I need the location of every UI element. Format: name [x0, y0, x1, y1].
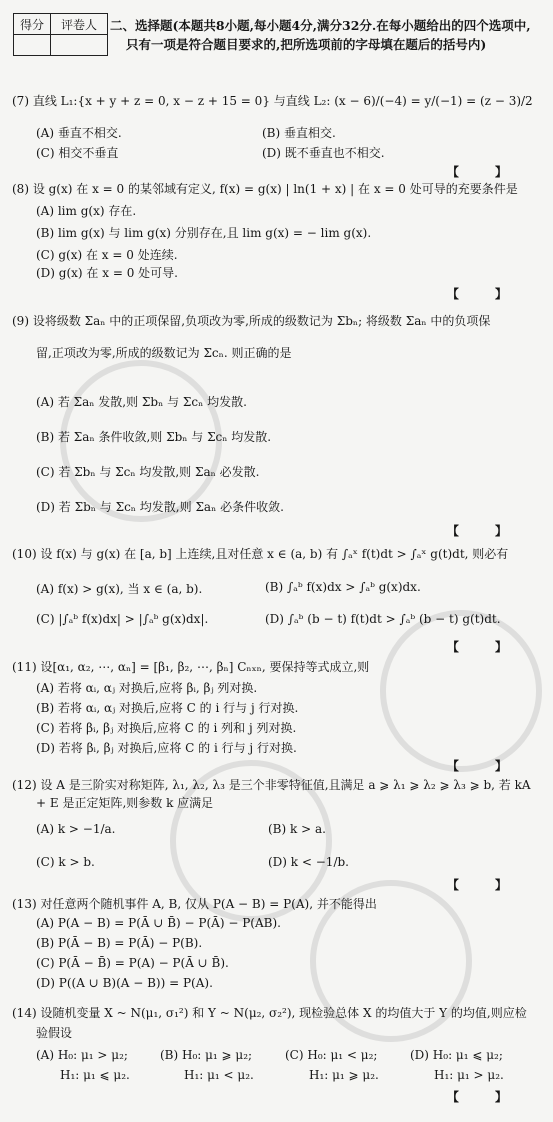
answer-bracket[interactable]: 【 】 [446, 878, 523, 892]
answer-bracket[interactable]: 【 】 [446, 287, 523, 301]
q9-option-a[interactable]: (A) 若 Σaₙ 发散,则 Σbₙ 与 Σcₙ 均发散. [36, 395, 247, 409]
answer-bracket[interactable]: 【 】 [446, 759, 523, 773]
q12-option-b[interactable]: (B) k > a. [268, 822, 326, 836]
q14-option-c-h1: H₁: μ₁ ⩾ μ₂. [309, 1068, 379, 1082]
q14-option-a-h1: H₁: μ₁ ⩽ μ₂. [60, 1068, 130, 1082]
q8-option-d[interactable]: (D) g(x) 在 x = 0 处可导. [36, 266, 178, 280]
q8-option-b[interactable]: (B) lim g(x) 与 lim g(x) 分别存在,且 lim g(x) = − lim g(x). [36, 226, 372, 240]
answer-bracket[interactable]: 【 】 [446, 640, 523, 654]
question-12-line2: + E 是正定矩阵,则参数 k 应满足 [36, 796, 214, 810]
q12-option-d[interactable]: (D) k < −1/b. [268, 855, 349, 869]
q14-option-b[interactable]: (B) H₀: μ₁ ⩾ μ₂; [160, 1048, 253, 1062]
q14-option-b-h1: H₁: μ₁ < μ₂. [184, 1068, 254, 1082]
answer-bracket[interactable]: 【 】 [446, 1090, 523, 1104]
q11-option-a[interactable]: (A) 若将 αᵢ, αⱼ 对换后,应将 βᵢ, βⱼ 列对换. [36, 681, 258, 695]
question-12: (12) 设 A 是三阶实对称矩阵, λ₁, λ₂, λ₃ 是三个非零特征值,且满足 a ⩾ λ₁ ⩾ λ₂ ⩾ λ₃ ⩾ b, 若 kA [12, 778, 531, 792]
q7-option-d[interactable]: (D) 既不垂直也不相交. [262, 146, 385, 160]
q14-option-c[interactable]: (C) H₀: μ₁ < μ₂; [285, 1048, 378, 1062]
q9-option-c[interactable]: (C) 若 Σbₙ 与 Σcₙ 均发散,则 Σaₙ 必发散. [36, 465, 260, 479]
q12-option-a[interactable]: (A) k > −1/a. [36, 822, 116, 836]
q14-option-a[interactable]: (A) H₀: μ₁ > μ₂; [36, 1048, 128, 1062]
question-13: (13) 对任意两个随机事件 A, B, 仅从 P(A − B) = P(A), 并不能得出 [12, 897, 377, 911]
q13-option-d[interactable]: (D) P((A ∪ B)(A − B)) = P(A). [36, 976, 213, 990]
q11-option-b[interactable]: (B) 若将 αᵢ, αⱼ 对换后,应将 C 的 i 行与 j 行对换. [36, 701, 299, 715]
q13-option-a[interactable]: (A) P(A − B) = P(Ā ∪ B̄) − P(Ā) − P(AB). [36, 916, 281, 930]
q10-option-a[interactable]: (A) f(x) > g(x), 当 x ∈ (a, b). [36, 582, 203, 596]
q11-option-d[interactable]: (D) 若将 βᵢ, βⱼ 对换后,应将 C 的 i 行与 j 行对换. [36, 741, 297, 755]
q9-option-b[interactable]: (B) 若 Σaₙ 条件收敛,则 Σbₙ 与 Σcₙ 均发散. [36, 430, 272, 444]
q7-option-b[interactable]: (B) 垂直相交. [262, 126, 336, 140]
question-14: (14) 设随机变量 X ~ N(μ₁, σ₁²) 和 Y ~ N(μ₂, σ₂²), 现检验总体 X 的均值大于 Y 的均值,则应检 [12, 1006, 527, 1020]
q14-option-d-h1: H₁: μ₁ > μ₂. [434, 1068, 504, 1082]
q10-option-c[interactable]: (C) |∫ₐᵇ f(x)dx| > |∫ₐᵇ g(x)dx|. [36, 612, 209, 626]
question-8: (8) 设 g(x) 在 x = 0 的某邻域有定义, f(x) = g(x) | ln(1 + x) | 在 x = 0 处可导的充要条件是 [12, 182, 518, 196]
q12-option-c[interactable]: (C) k > b. [36, 855, 95, 869]
q13-option-c[interactable]: (C) P(Ā − B̄) = P(A) − P(Ā ∪ B̄). [36, 956, 229, 970]
score-label: 得分 [14, 14, 51, 35]
grader-label: 评卷人 [51, 14, 108, 35]
question-10: (10) 设 f(x) 与 g(x) 在 [a, b] 上连续,且对任意 x ∈ (a, b) 有 ∫ₐˣ f(t)dt > ∫ₐˣ g(t)dt, 则必有 [12, 547, 509, 561]
q7-option-c[interactable]: (C) 相交不垂直 [36, 146, 119, 160]
q10-option-b[interactable]: (B) ∫ₐᵇ f(x)dx > ∫ₐᵇ g(x)dx. [265, 580, 421, 594]
question-14-line2: 验假设 [36, 1026, 73, 1040]
question-9-line2: 留,正项改为零,所成的级数记为 Σcₙ. 则正确的是 [36, 346, 292, 360]
question-11: (11) 设[α₁, α₂, ⋯, αₙ] = [β₁, β₂, ⋯, βₙ] Cₙₓₙ, 要保持等式成立,则 [12, 660, 370, 674]
q11-option-c[interactable]: (C) 若将 βᵢ, βⱼ 对换后,应将 C 的 i 列和 j 列对换. [36, 721, 297, 735]
section-title: 二、选择题(本题共8小题,每小题4分,满分32分.在每小题给出的四个选项中, 只有一项是符合题目要求的,把所选项前的字母填在题后的括号内) [110, 18, 531, 52]
q8-option-c[interactable]: (C) g(x) 在 x = 0 处连续. [36, 248, 178, 262]
q8-option-a[interactable]: (A) lim g(x) 存在. [36, 204, 137, 218]
question-7: (7) 直线 L₁:{x + y + z = 0, x − z + 15 = 0} 与直线 L₂: (x − 6)/(−4) = y/(−1) = (z − 3)/2 [12, 94, 533, 108]
q10-option-d[interactable]: (D) ∫ₐᵇ (b − t) f(t)dt > ∫ₐᵇ (b − t) g(t)dt. [265, 612, 501, 626]
q9-option-d[interactable]: (D) 若 Σbₙ 与 Σcₙ 均发散,则 Σaₙ 必条件收敛. [36, 500, 284, 514]
q7-option-a[interactable]: (A) 垂直不相交. [36, 126, 122, 140]
score-box [13, 13, 108, 56]
q14-option-d[interactable]: (D) H₀: μ₁ ⩽ μ₂; [410, 1048, 503, 1062]
answer-bracket[interactable]: 【 】 [446, 165, 523, 179]
q13-option-b[interactable]: (B) P(Ā − B) = P(Ā) − P(B). [36, 936, 203, 950]
answer-bracket[interactable]: 【 】 [446, 524, 523, 538]
question-9: (9) 设将级数 Σaₙ 中的正项保留,负项改为零,所成的级数记为 Σbₙ; 将级数 Σaₙ 中的负项保 [12, 314, 491, 328]
